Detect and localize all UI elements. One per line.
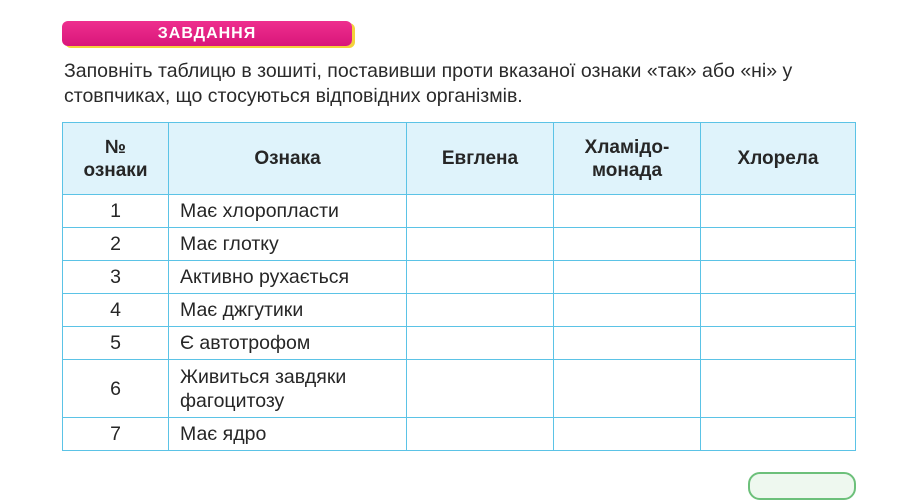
cell-euglena — [407, 261, 554, 294]
row-feature: Активно рухається — [169, 261, 407, 294]
cell-chlamydomonas — [554, 261, 701, 294]
table-row — [63, 418, 856, 451]
cell-chlamydomonas — [554, 228, 701, 261]
cell-euglena — [407, 228, 554, 261]
row-number: 5 — [63, 327, 169, 360]
task-instruction: Заповніть таблицю в зошиті, поставивши проти вказаної ознаки «так» або «ні» у стовпчиках, що стосуються відповідних організмів. — [64, 60, 793, 107]
table-row — [63, 294, 856, 327]
row-feature: Є автотрофом — [169, 327, 407, 360]
row-feature: Має глотку — [169, 228, 407, 261]
col-header-number: № ознаки — [63, 123, 169, 195]
next-block-edge — [748, 472, 856, 500]
cell-chlamydomonas — [554, 418, 701, 451]
row-feature: Живиться завдяки фагоцитозу — [169, 360, 407, 418]
table-row — [63, 228, 856, 261]
task-badge: ЗАВДАННЯ — [62, 21, 352, 46]
cell-euglena — [407, 327, 554, 360]
col-header-feature: Ознака — [169, 123, 407, 195]
col-header-euglena: Евглена — [407, 123, 554, 195]
row-number: 1 — [63, 195, 169, 228]
cell-chlamydomonas — [554, 195, 701, 228]
cell-euglena — [407, 195, 554, 228]
cell-chlorella — [701, 228, 856, 261]
table-row — [63, 360, 856, 418]
cell-chlorella — [701, 261, 856, 294]
table-row — [63, 261, 856, 294]
col-header-chlorella: Хлорела — [701, 123, 856, 195]
cell-euglena — [407, 418, 554, 451]
cell-chlamydomonas — [554, 360, 701, 418]
cell-chlorella — [701, 360, 856, 418]
cell-chlorella — [701, 294, 856, 327]
table-row — [63, 327, 856, 360]
cell-chlorella — [701, 418, 856, 451]
row-feature: Має джгутики — [169, 294, 407, 327]
row-number: 4 — [63, 294, 169, 327]
organism-features-table — [62, 122, 856, 451]
cell-chlamydomonas — [554, 294, 701, 327]
row-number: 2 — [63, 228, 169, 261]
row-number: 6 — [63, 360, 169, 418]
table-row — [63, 195, 856, 228]
cell-chlorella — [701, 195, 856, 228]
col-header-chlamydomonas: Хламідо-монада — [554, 123, 701, 195]
cell-euglena — [407, 294, 554, 327]
row-number: 3 — [63, 261, 169, 294]
cell-euglena — [407, 360, 554, 418]
row-number: 7 — [63, 418, 169, 451]
row-feature: Має ядро — [169, 418, 407, 451]
cell-chlorella — [701, 327, 856, 360]
row-feature: Має хлоропласти — [169, 195, 407, 228]
table-header-row — [63, 123, 856, 195]
cell-chlamydomonas — [554, 327, 701, 360]
